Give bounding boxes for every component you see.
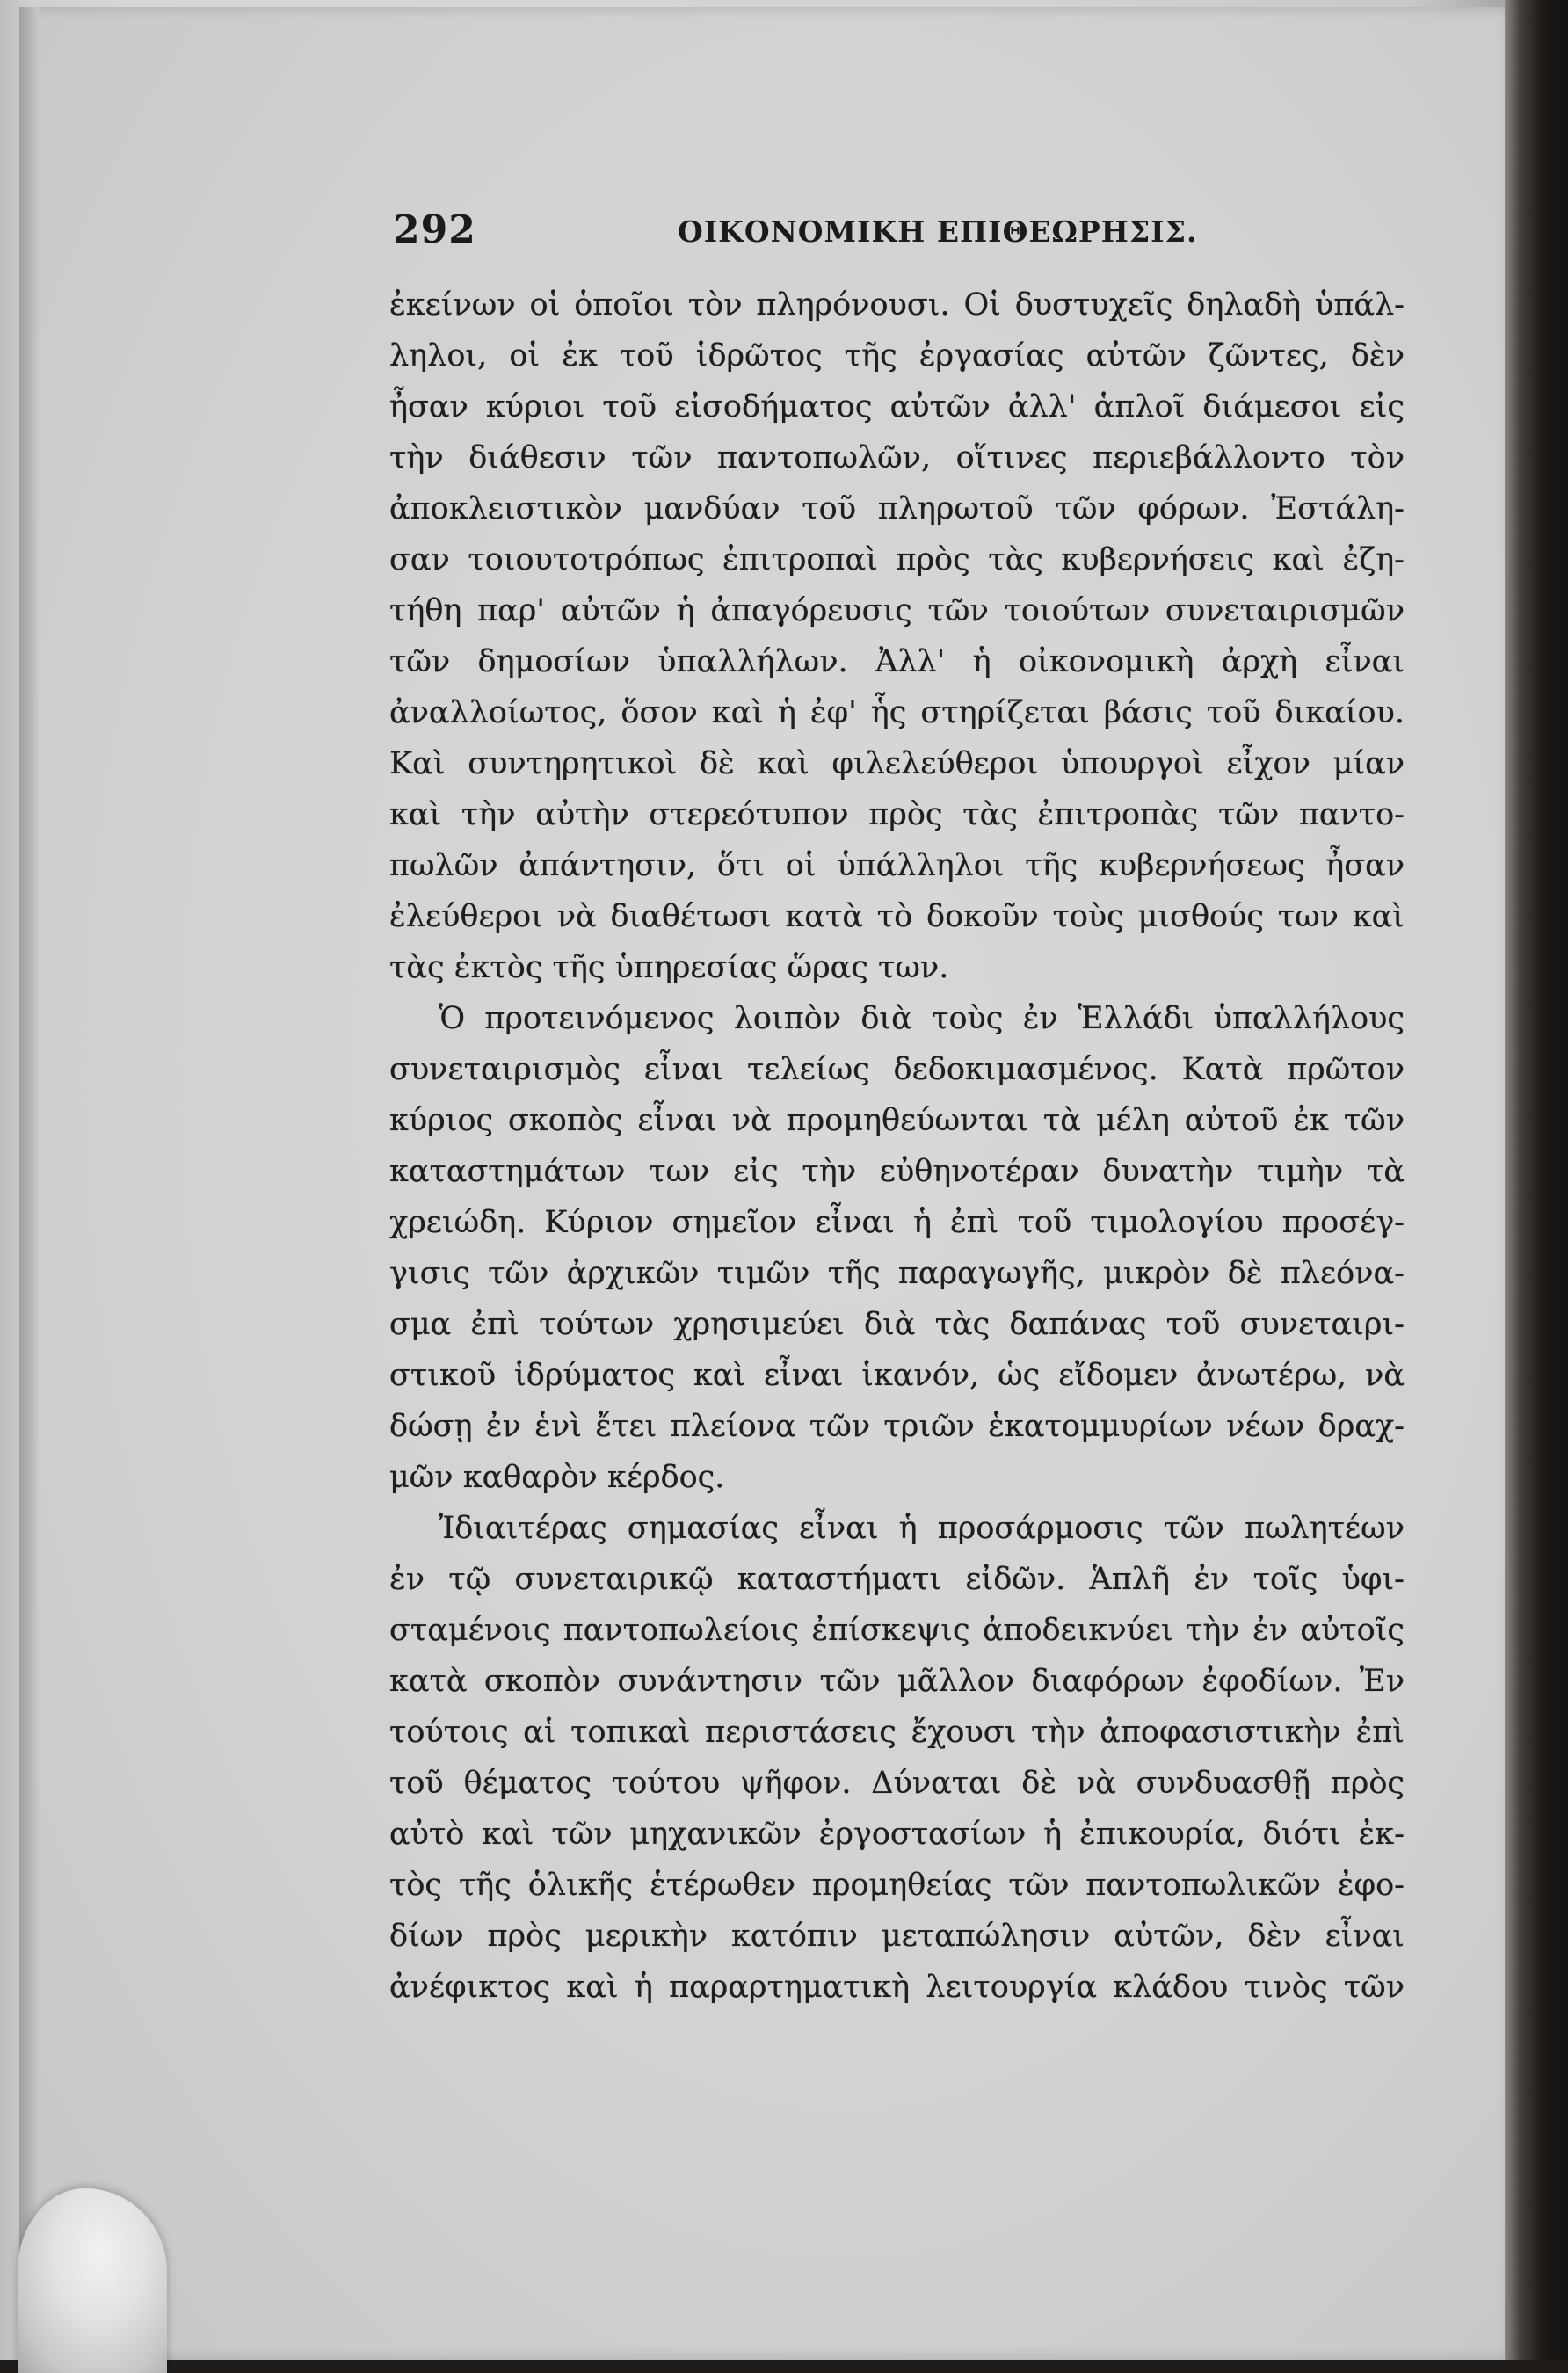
text-line: ἦσαν κύριοι τοῦ εἰσοδήματος αὐτῶν ἀλλ' ἁπλοῖ διάμεσοι εἰς (389, 389, 1405, 425)
text-line: στικοῦ ἱδρύματος καὶ εἶναι ἱκανόν, ὡς εἴδομεν ἀνωτέρω, νὰ (389, 1358, 1405, 1393)
page-number: 292 (393, 207, 476, 252)
text-line: κατὰ σκοπὸν συνάντησιν τῶν μᾶλλον διαφόρων ἐφοδίων. Ἐν (389, 1664, 1405, 1699)
text-line: γισις τῶν ἀρχικῶν τιμῶν τῆς παραγωγῆς, μικρὸν δὲ πλεόνα- (389, 1256, 1405, 1291)
text-line: τὸς τῆς ὁλικῆς ἑτέρωθεν προμηθείας τῶν παντοπωλικῶν ἐφο- (389, 1868, 1405, 1903)
text-line: καὶ τὴν αὐτὴν στερεότυπον πρὸς τὰς ἐπιτροπὰς τῶν παντο- (389, 797, 1405, 832)
text-line: ληλοι, οἱ ἐκ τοῦ ἱδρῶτος τῆς ἐργασίας αὐτῶν ζῶντες, δὲν (389, 338, 1405, 374)
text-line: τήθη παρ' αὐτῶν ἡ ἀπαγόρευσις τῶν τοιούτων συνεταιρισμῶν (389, 593, 1405, 628)
text-line: τοῦ θέματος τούτου ψῆφον. Δύναται δὲ νὰ συνδυασθῇ πρὸς (389, 1766, 1405, 1801)
text-line: ἀναλλοίωτος, ὅσον καὶ ἡ ἐφ' ἧς στηρίζεται βάσις τοῦ δικαίου. (389, 695, 1405, 730)
text-line: καταστημάτων των εἰς τὴν εὐθηνοτέραν δυνατὴν τιμὴν τὰ (389, 1154, 1405, 1189)
paragraph-end-line: τὰς ἐκτὸς τῆς ὑπηρεσίας ὥρας των. (389, 950, 949, 985)
text-line: κύριος σκοπὸς εἶναι νὰ προμηθεύωνται τὰ μέλη αὐτοῦ ἐκ τῶν (389, 1103, 1405, 1138)
text-line: τῶν δημοσίων ὑπαλλήλων. Ἀλλ' ἡ οἰκονομικὴ ἀρχὴ εἶναι (389, 644, 1405, 679)
text-line: σμα ἐπὶ τούτων χρησιμεύει διὰ τὰς δαπάνας τοῦ συνεταιρι- (389, 1307, 1405, 1342)
text-line: δώσῃ ἐν ἑνὶ ἔτει πλείονα τῶν τριῶν ἑκατομμυρίων νέων δραχ- (389, 1409, 1405, 1444)
text-line: χρειώδη. Κύριον σημεῖον εἶναι ἡ ἐπὶ τοῦ τιμολογίου προσέγ- (389, 1205, 1405, 1240)
text-line: τούτοις αἱ τοπικαὶ περιστάσεις ἔχουσι τὴν ἀποφασιστικὴν ἐπὶ (389, 1715, 1405, 1750)
body-text (389, 279, 1405, 2013)
paragraph-start-line: Ἰδιαιτέρας σημασίας εἶναι ἡ προσάρμοσις τῶν πωλητέων (439, 1511, 1405, 1546)
text-line: δίων πρὸς μερικὴν κατόπιν μεταπώλησιν αὐτῶν, δὲν εἶναι (389, 1919, 1405, 1954)
page-left-edge (19, 7, 39, 2360)
text-line: ἐκείνων οἱ ὁποῖοι τὸν πληρόνουσι. Οἱ δυστυχεῖς δηλαδὴ ὑπάλ- (389, 287, 1405, 323)
text-line: αὐτὸ καὶ τῶν μηχανικῶν ἐργοστασίων ἡ ἐπικουρία, διότι ἐκ- (389, 1817, 1405, 1852)
text-line: Καὶ συντηρητικοὶ δὲ καὶ φιλελεύθεροι ὑπουργοὶ εἶχον μίαν (389, 746, 1405, 781)
text-line: ἀποκλειστικὸν μανδύαν τοῦ πληρωτοῦ τῶν φόρων. Ἐστάλη- (389, 491, 1405, 526)
text-line: ἐν τῷ συνεταιρικῷ καταστήματι εἰδῶν. Ἁπλῆ ἐν τοῖς ὑφι- (389, 1562, 1405, 1597)
text-line: ἀνέφικτος καὶ ἡ παραρτηματικὴ λειτουργία κλάδου τινὸς τῶν (389, 1970, 1405, 2005)
paragraph-start-line: Ὁ προτεινόμενος λοιπὸν διὰ τοὺς ἐν Ἑλλάδι ὑπαλλήλους (439, 1001, 1405, 1036)
running-header (393, 204, 1198, 257)
paragraph-end-line: μῶν καθαρὸν κέρδος. (389, 1460, 725, 1495)
text-line: σταμένοις παντοπωλείοις ἐπίσκεψις ἀποδεικνύει τὴν ἐν αὐτοῖς (389, 1613, 1405, 1648)
journal-title: ΟΙΚΟΝΟΜΙΚΗ ΕΠΙΘΕΩΡΗΣΙΣ. (678, 214, 1198, 249)
text-line: τὴν διάθεσιν τῶν παντοπωλῶν, οἵτινες περιεβάλλοντο τὸν (389, 440, 1405, 475)
text-line: πωλῶν ἀπάντησιν, ὅτι οἱ ὑπάλληλοι τῆς κυβερνήσεως ἦσαν (389, 848, 1405, 883)
text-line: σαν τοιουτοτρόπως ἐπιτροπαὶ πρὸς τὰς κυβερνήσεις καὶ ἐζη- (389, 542, 1405, 577)
book-spine-shadow (1505, 0, 1568, 2360)
text-line: ἐλεύθεροι νὰ διαθέτωσι κατὰ τὸ δοκοῦν τοὺς μισθούς των καὶ (389, 899, 1405, 934)
thumb (18, 2188, 167, 2373)
text-line: συνεταιρισμὸς εἶναι τελείως δεδοκιμασμένος. Κατὰ πρῶτον (389, 1052, 1405, 1087)
